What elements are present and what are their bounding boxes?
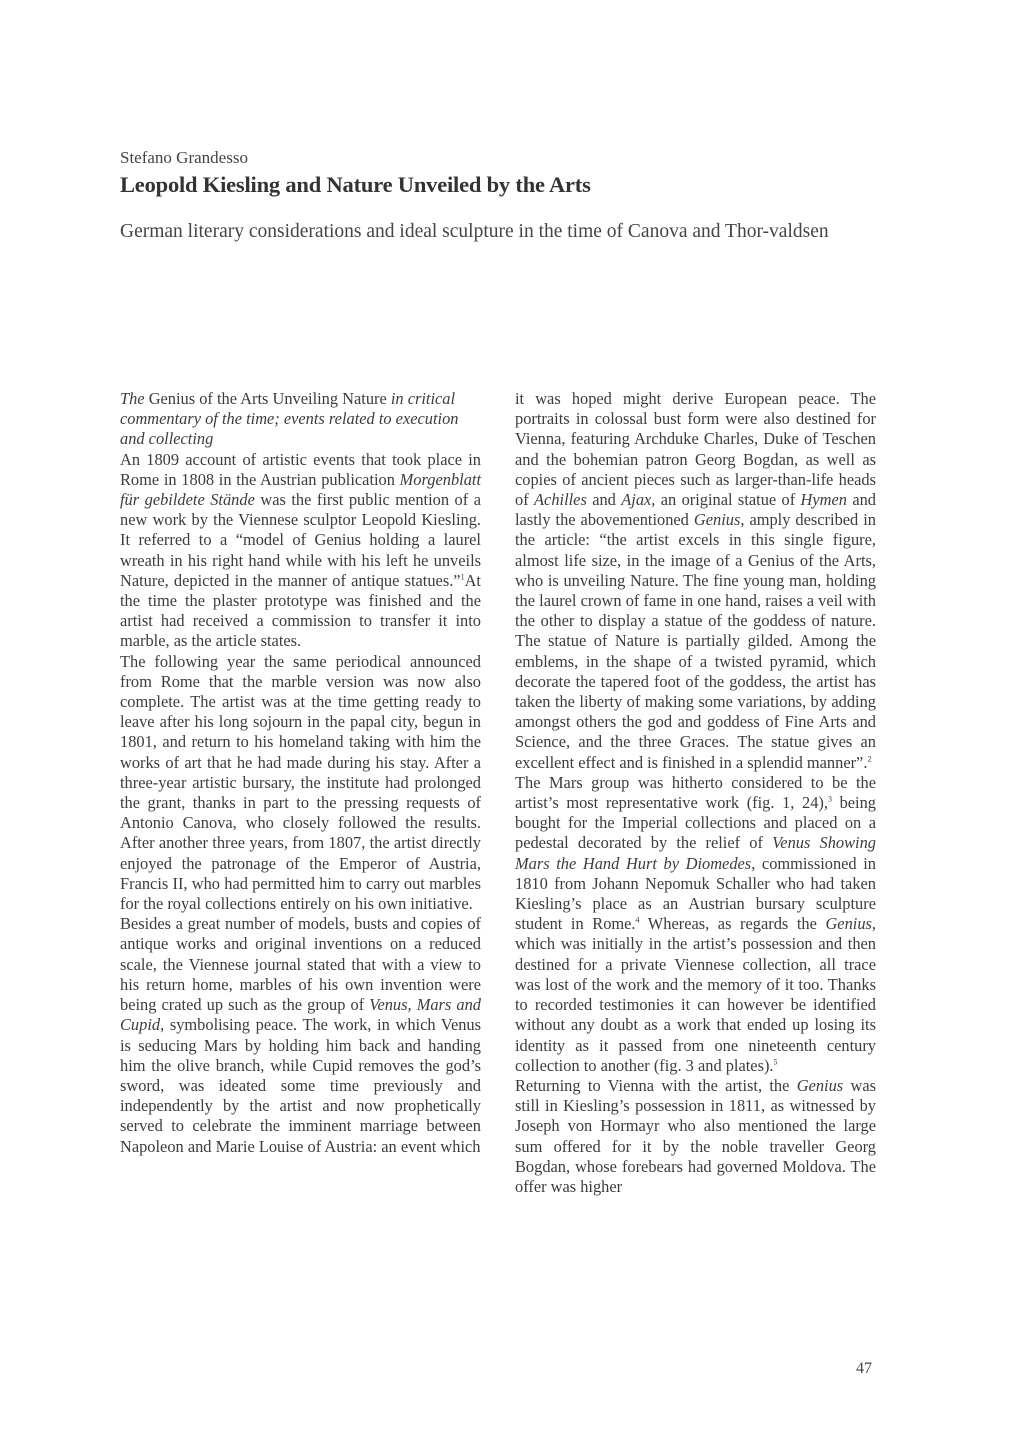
text-run: and [586, 490, 622, 510]
page-number: 47 [856, 1360, 872, 1377]
artwork-title: Genius [825, 914, 872, 934]
artwork-title: Hymen [800, 490, 847, 510]
artwork-title: Ajax [621, 490, 652, 510]
article-title: Leopold Kiesling and Nature Unveiled by the Arts [120, 172, 591, 197]
text-run: Returning to Vienna with the artist, the [515, 1075, 797, 1095]
text-run: , an original statue of [651, 490, 801, 510]
heading-roman-part: Genius of the Arts Unveiling Nature [144, 389, 391, 408]
footnote-ref-5[interactable]: 5 [773, 1057, 778, 1067]
left-column [120, 389, 481, 1157]
article-subtitle: German literary considerations and ideal sculpture in the time of Canova and Thor-valdsen [120, 221, 829, 242]
text-run: , commissioned in 1810 from Johann Nepomuk Schaller who had taken Kiesling’s place as an Austrian bursary sculpture student in Rome. [515, 853, 876, 934]
footnote-ref-2[interactable]: 2 [867, 754, 872, 764]
artwork-title: Venus, Mars and Cupid [120, 995, 481, 1035]
text-run: , symbolising peace. The work, in which Venus is seducing Mars by holding him back and handing him the olive branch, while Cupid removes the god’s sword, was ideated some time previously and independently by the artist and now prophetically served to celebrate the imminent marriage between Napoleon and Marie Louise of Austria: an event which [120, 1015, 481, 1156]
footnote-ref-1[interactable]: 1 [460, 572, 465, 582]
artwork-title: Genius [693, 510, 741, 530]
text-run: was still in Kiesling’s possession in 1811, as witnessed by Joseph von Hormayr who also mentioned the large sum offered for it by the noble traveller Georg Bogdan, whose forebears had governed Moldova. The offer was higher [515, 1075, 876, 1196]
text-run: and lastly the abovementioned [515, 490, 876, 530]
text-run: An 1809 account of artistic events that took place in Rome in 1808 in the Austrian publication [120, 449, 481, 489]
artwork-title: Venus Showing Mars the Hand Hurt by Diomedes [515, 833, 876, 873]
paragraph [120, 914, 481, 1156]
paragraph: The following year the same periodical announced from Rome that the marble version was now also complete. The artist was at the time getting ready to leave after his long sojourn in the papal city, begun in 1801, and return to his homeland taking with him the works of art that he had made during his stay. After a three-year artistic bursary, the institute had prolonged the grant, thanks in part to the pressing requests of Antonio Canova, who closely followed the results. After another three years, from 1807, the artist directly enjoyed the patronage of the Emperor of Austria, Francis II, who had permitted him to carry out marbles for the royal collections entirely on his own initiative. [120, 651, 481, 914]
footnote-ref-4[interactable]: 4 [635, 915, 640, 925]
heading-italic-part: in critical commentary of the time; events related to execution and collecting [120, 389, 459, 449]
text-run: At the time the plaster prototype was finished and the artist had received a commission to transfer it into marble, as the article states. [120, 570, 481, 651]
text-run: Besides a great number of models, busts and copies of antique works and original inventions on a reduced scale, the Viennese journal stated that with a view to his return home, marbles of his own invention were being crated up such as the group of [120, 914, 481, 1015]
paragraph [120, 450, 481, 652]
text-run: The Mars group was hitherto considered to be the artist’s most representative work (fig. 1, 24), [515, 772, 876, 813]
artwork-title: Achilles [534, 490, 587, 510]
heading-italic-part: The [120, 389, 145, 408]
publication-title: Morgenblatt für gebildete Stände [120, 469, 481, 510]
paragraph [515, 773, 876, 1076]
text-run: , amply described in the article: “the artist excels in this single figure, almost life size, in the image of a Genius of the Arts, who is unveiling Nature. The fine young man, holding the laurel crown of fame in one hand, raises a veil with the other to display a statue of the goddess of nature. The statue of Nature is partially gilded. Among the emblems, in the shape of a twisted pyramid, which decorate the tapered foot of the goddess, the artist has taken the liberty of making some variations, by adding amongst others the god and goddess of Fine Arts and Science, and the three Graces. The statue gives an excellent effect and is finished in a splendid manner”. [515, 510, 876, 772]
text-run: , which was initially in the artist’s possession and then destined for a private Viennese collection, all trace was lost of the work and the memory of it too. Thanks to recorded testimonies it can however be identified without any doubt as a work that ended up losing its identity as it passed from one nineteenth century collection to another (fig. 3 and plates). [515, 914, 877, 1075]
paragraph [515, 389, 876, 773]
text-run: Whereas, as regards the [639, 914, 826, 934]
text-run: it was hoped might derive European peace. The portraits in colossal bust form were also destined for Vienna, featuring Archduke Charles, Duke of Teschen and the bohemian patron Georg Bogdan, as well as copies of ancient pieces such as larger-than-life heads of [515, 389, 876, 510]
right-column [515, 389, 876, 1197]
section-heading [120, 389, 481, 450]
text-run: was the first public mention of a new work by the Viennese sculptor Leopold Kiesling. It referred to a “model of Genius holding a laurel wreath in his right hand while with his left he unveils Nature, depicted in the manner of antique statues.” [120, 490, 481, 590]
paragraph [515, 1076, 876, 1197]
author-name: Stefano Grandesso [120, 148, 248, 167]
footnote-ref-3[interactable]: 3 [827, 794, 832, 804]
artwork-title: Genius [796, 1075, 844, 1095]
text-run: being bought for the Imperial collections and placed on a pedestal decorated by the relief of [515, 793, 876, 853]
